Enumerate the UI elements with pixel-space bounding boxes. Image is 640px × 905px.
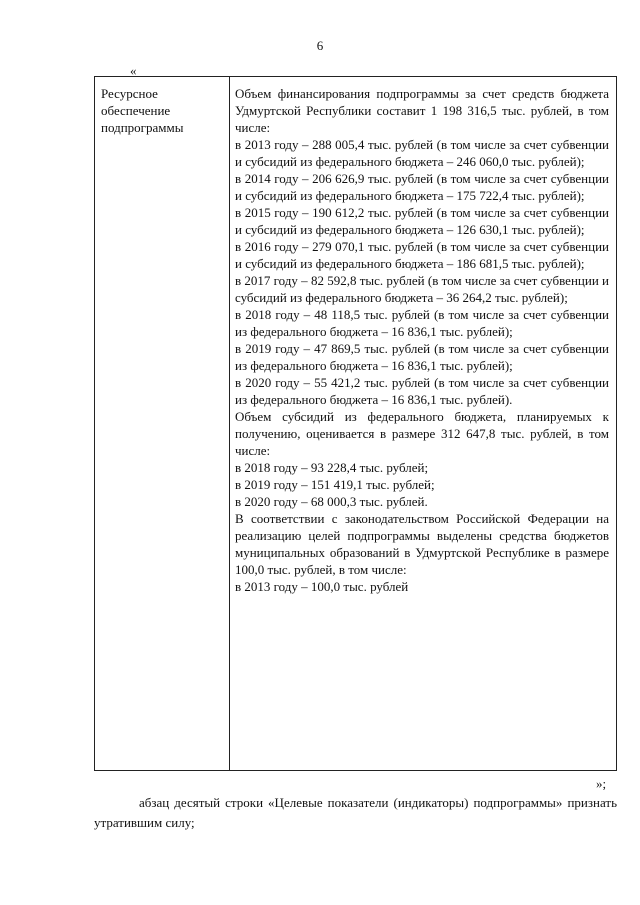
funding-paragraph: в 2019 году – 47 869,5 тыс. рублей (в том числе за счет субвенции из федерального бюджета – 16 836,1 тыс. рублей); (235, 341, 609, 373)
table-column-divider (229, 77, 230, 770)
closing-paragraph: абзац десятый строки «Целевые показатели (индикаторы) подпрограммы» признать утратившим силу; (94, 795, 617, 830)
funding-paragraph: в 2018 году – 93 228,4 тыс. рублей; (235, 460, 429, 475)
page-number: 6 (316, 38, 324, 53)
left-cell-line: подпрограммы (101, 120, 184, 135)
open-quote: « (130, 63, 137, 78)
funding-paragraph: Объем финансирования подпрограммы за счет средств бюджета Удмуртской Республики составит 1 198 316,5 тыс. рублей, в том числе: (235, 86, 609, 135)
funding-paragraph: Объем субсидий из федерального бюджета, планируемых к получению, оценивается в размере 312 647,8 тыс. рублей, в том числе: (235, 409, 609, 458)
funding-paragraph: в 2017 году – 82 592,8 тыс. рублей (в том числе за счет субвенции и субсидий из федерального бюджета – 36 264,2 тыс. рублей); (235, 273, 609, 305)
funding-paragraph: в 2019 году – 151 419,1 тыс. рублей; (235, 477, 435, 492)
funding-paragraph: в 2016 году – 279 070,1 тыс. рублей (в том числе за счет субвенции и субсидий из федерального бюджета – 186 681,5 тыс. рублей); (235, 239, 609, 271)
left-cell-line: Ресурсное (101, 86, 158, 101)
table-right-cell (235, 85, 609, 595)
close-quote: »; (596, 776, 607, 791)
table-left-cell (101, 85, 225, 136)
funding-paragraph: в 2015 году – 190 612,2 тыс. рублей (в том числе за счет субвенции и субсидий из федерального бюджета – 126 630,1 тыс. рублей); (235, 205, 609, 237)
funding-paragraph: в 2013 году – 100,0 тыс. рублей (235, 579, 409, 594)
funding-paragraph: В соответствии с законодательством Российской Федерации на реализацию целей подпрограммы выделены средства бюджетов муниципальных образований в Удмуртской Республике в размере 100,0 тыс. рублей, в том числе: (235, 511, 609, 577)
funding-paragraph: в 2018 году – 48 118,5 тыс. рублей (в том числе за счет субвенции из федерального бюджета – 16 836,1 тыс. рублей); (235, 307, 609, 339)
funding-paragraph: в 2014 году – 206 626,9 тыс. рублей (в том числе за счет субвенции и субсидий из федерального бюджета – 175 722,4 тыс. рублей); (235, 171, 609, 203)
left-cell-line: обеспечение (101, 103, 171, 118)
resource-table (94, 76, 617, 771)
funding-paragraph: в 2020 году – 55 421,2 тыс. рублей (в том числе за счет субвенции из федерального бюджета – 16 836,1 тыс. рублей). (235, 375, 609, 407)
funding-paragraph: в 2013 году – 288 005,4 тыс. рублей (в том числе за счет субвенции и субсидий из федерального бюджета – 246 060,0 тыс. рублей); (235, 137, 609, 169)
funding-paragraph: в 2020 году – 68 000,3 тыс. рублей. (235, 494, 428, 509)
